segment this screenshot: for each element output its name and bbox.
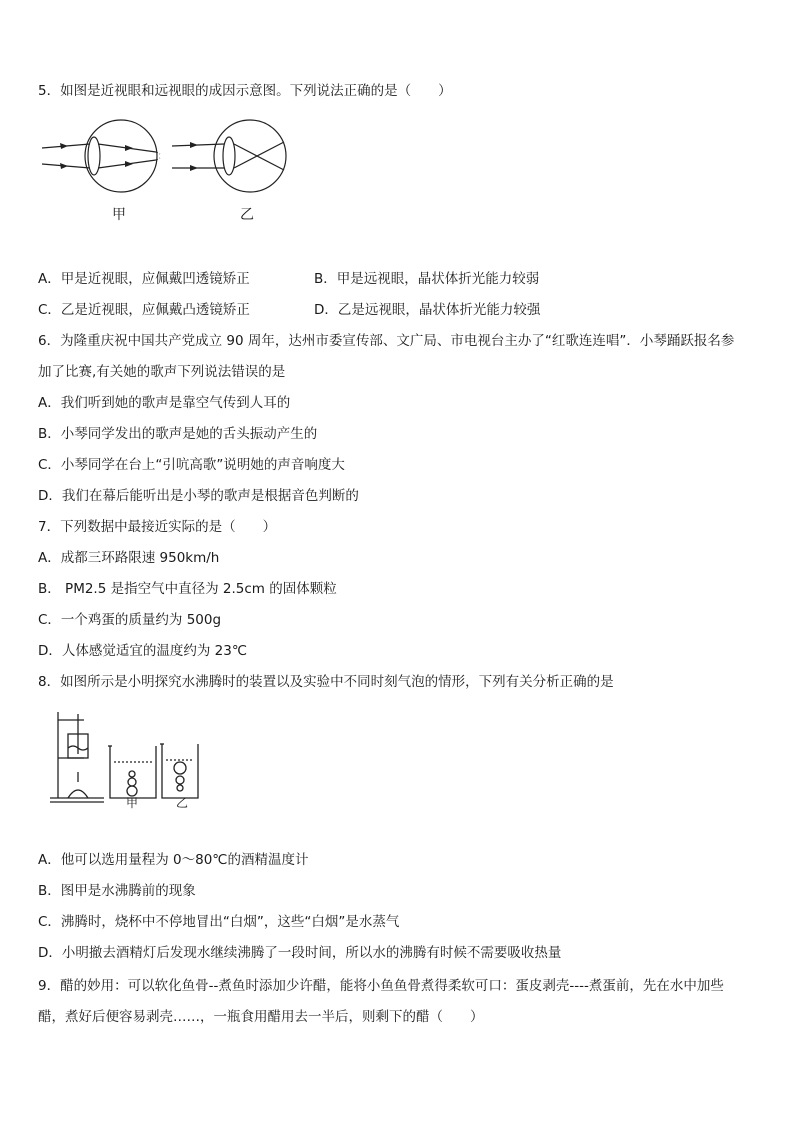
q5-option-b: B．甲是远视眼，晶状体折光能力较弱 [314,271,540,287]
q8-figure-label-a: 甲 [126,796,139,810]
q5-figure-label-a: 甲 [112,207,126,223]
eye-diagram-figure [38,118,288,208]
q6-option-d: D．我们在幕后能听出是小琴的歌声是根据音色判断的 [38,488,359,504]
q6-option-c: C．小琴同学在台上“引吭高歌”说明她的声音响度大 [38,457,345,473]
q5-option-d: D．乙是远视眼，晶状体折光能力较强 [314,302,541,318]
q8-option-c: C．沸腾时，烧杯中不停地冒出“白烟”，这些“白烟”是水蒸气 [38,914,400,930]
q7-stem: 7．下列数据中最接近实际的是（ ） [38,519,277,535]
q5-figure-label-b: 乙 [240,207,254,223]
boiling-water-apparatus-figure [44,708,204,808]
q5-option-a: A．甲是近视眼，应佩戴凹透镜矫正 [38,271,250,287]
q8-option-a: A．他可以选用量程为 0～80℃的酒精温度计 [38,852,309,868]
q6-stem-line1: 6．为隆重庆祝中国共产党成立 90 周年，达州市委宣传部、文广局、市电视台主办了“红歌连连唱”．小琴踊跃报名参 [38,333,735,349]
q7-option-b: B． PM2.5 是指空气中直径为 2.5cm 的固体颗粒 [38,581,337,597]
q8-option-b: B．图甲是水沸腾前的现象 [38,883,196,899]
q7-option-c: C．一个鸡蛋的质量约为 500g [38,612,222,628]
q8-stem: 8．如图所示是小明探究水沸腾时的装置以及实验中不同时刻气泡的情形，下列有关分析正确的是 [38,674,614,690]
q8-figure-label-b: 乙 [176,796,189,810]
q6-stem-line2: 加了比赛,有关她的歌声下列说法错误的是 [38,364,286,380]
q7-option-a: A．成都三环路限速 950km/h [38,550,220,566]
q5-stem: 5．如图是近视眼和远视眼的成因示意图。下列说法正确的是（ ） [38,83,452,99]
q8-option-d: D．小明撤去酒精灯后发现水继续沸腾了一段时间，所以水的沸腾有时候不需要吸收热量 [38,945,562,961]
q6-option-b: B．小琴同学发出的歌声是她的舌头振动产生的 [38,426,318,442]
q5-option-c: C．乙是近视眼，应佩戴凸透镜矫正 [38,302,250,318]
q9-stem-line1: 9．醋的妙用：可以软化鱼骨--煮鱼时添加少许醋，能将小鱼鱼骨煮得柔软可口：蛋皮剥壳----煮蛋前，先在水中加些 [38,978,724,994]
q6-option-a: A．我们听到她的歌声是靠空气传到人耳的 [38,395,291,411]
q7-option-d: D．人体感觉适宜的温度约为 23℃ [38,643,248,659]
q9-stem-line2: 醋，煮好后便容易剥壳……，一瓶食用醋用去一半后，则剩下的醋（ ） [38,1009,484,1025]
